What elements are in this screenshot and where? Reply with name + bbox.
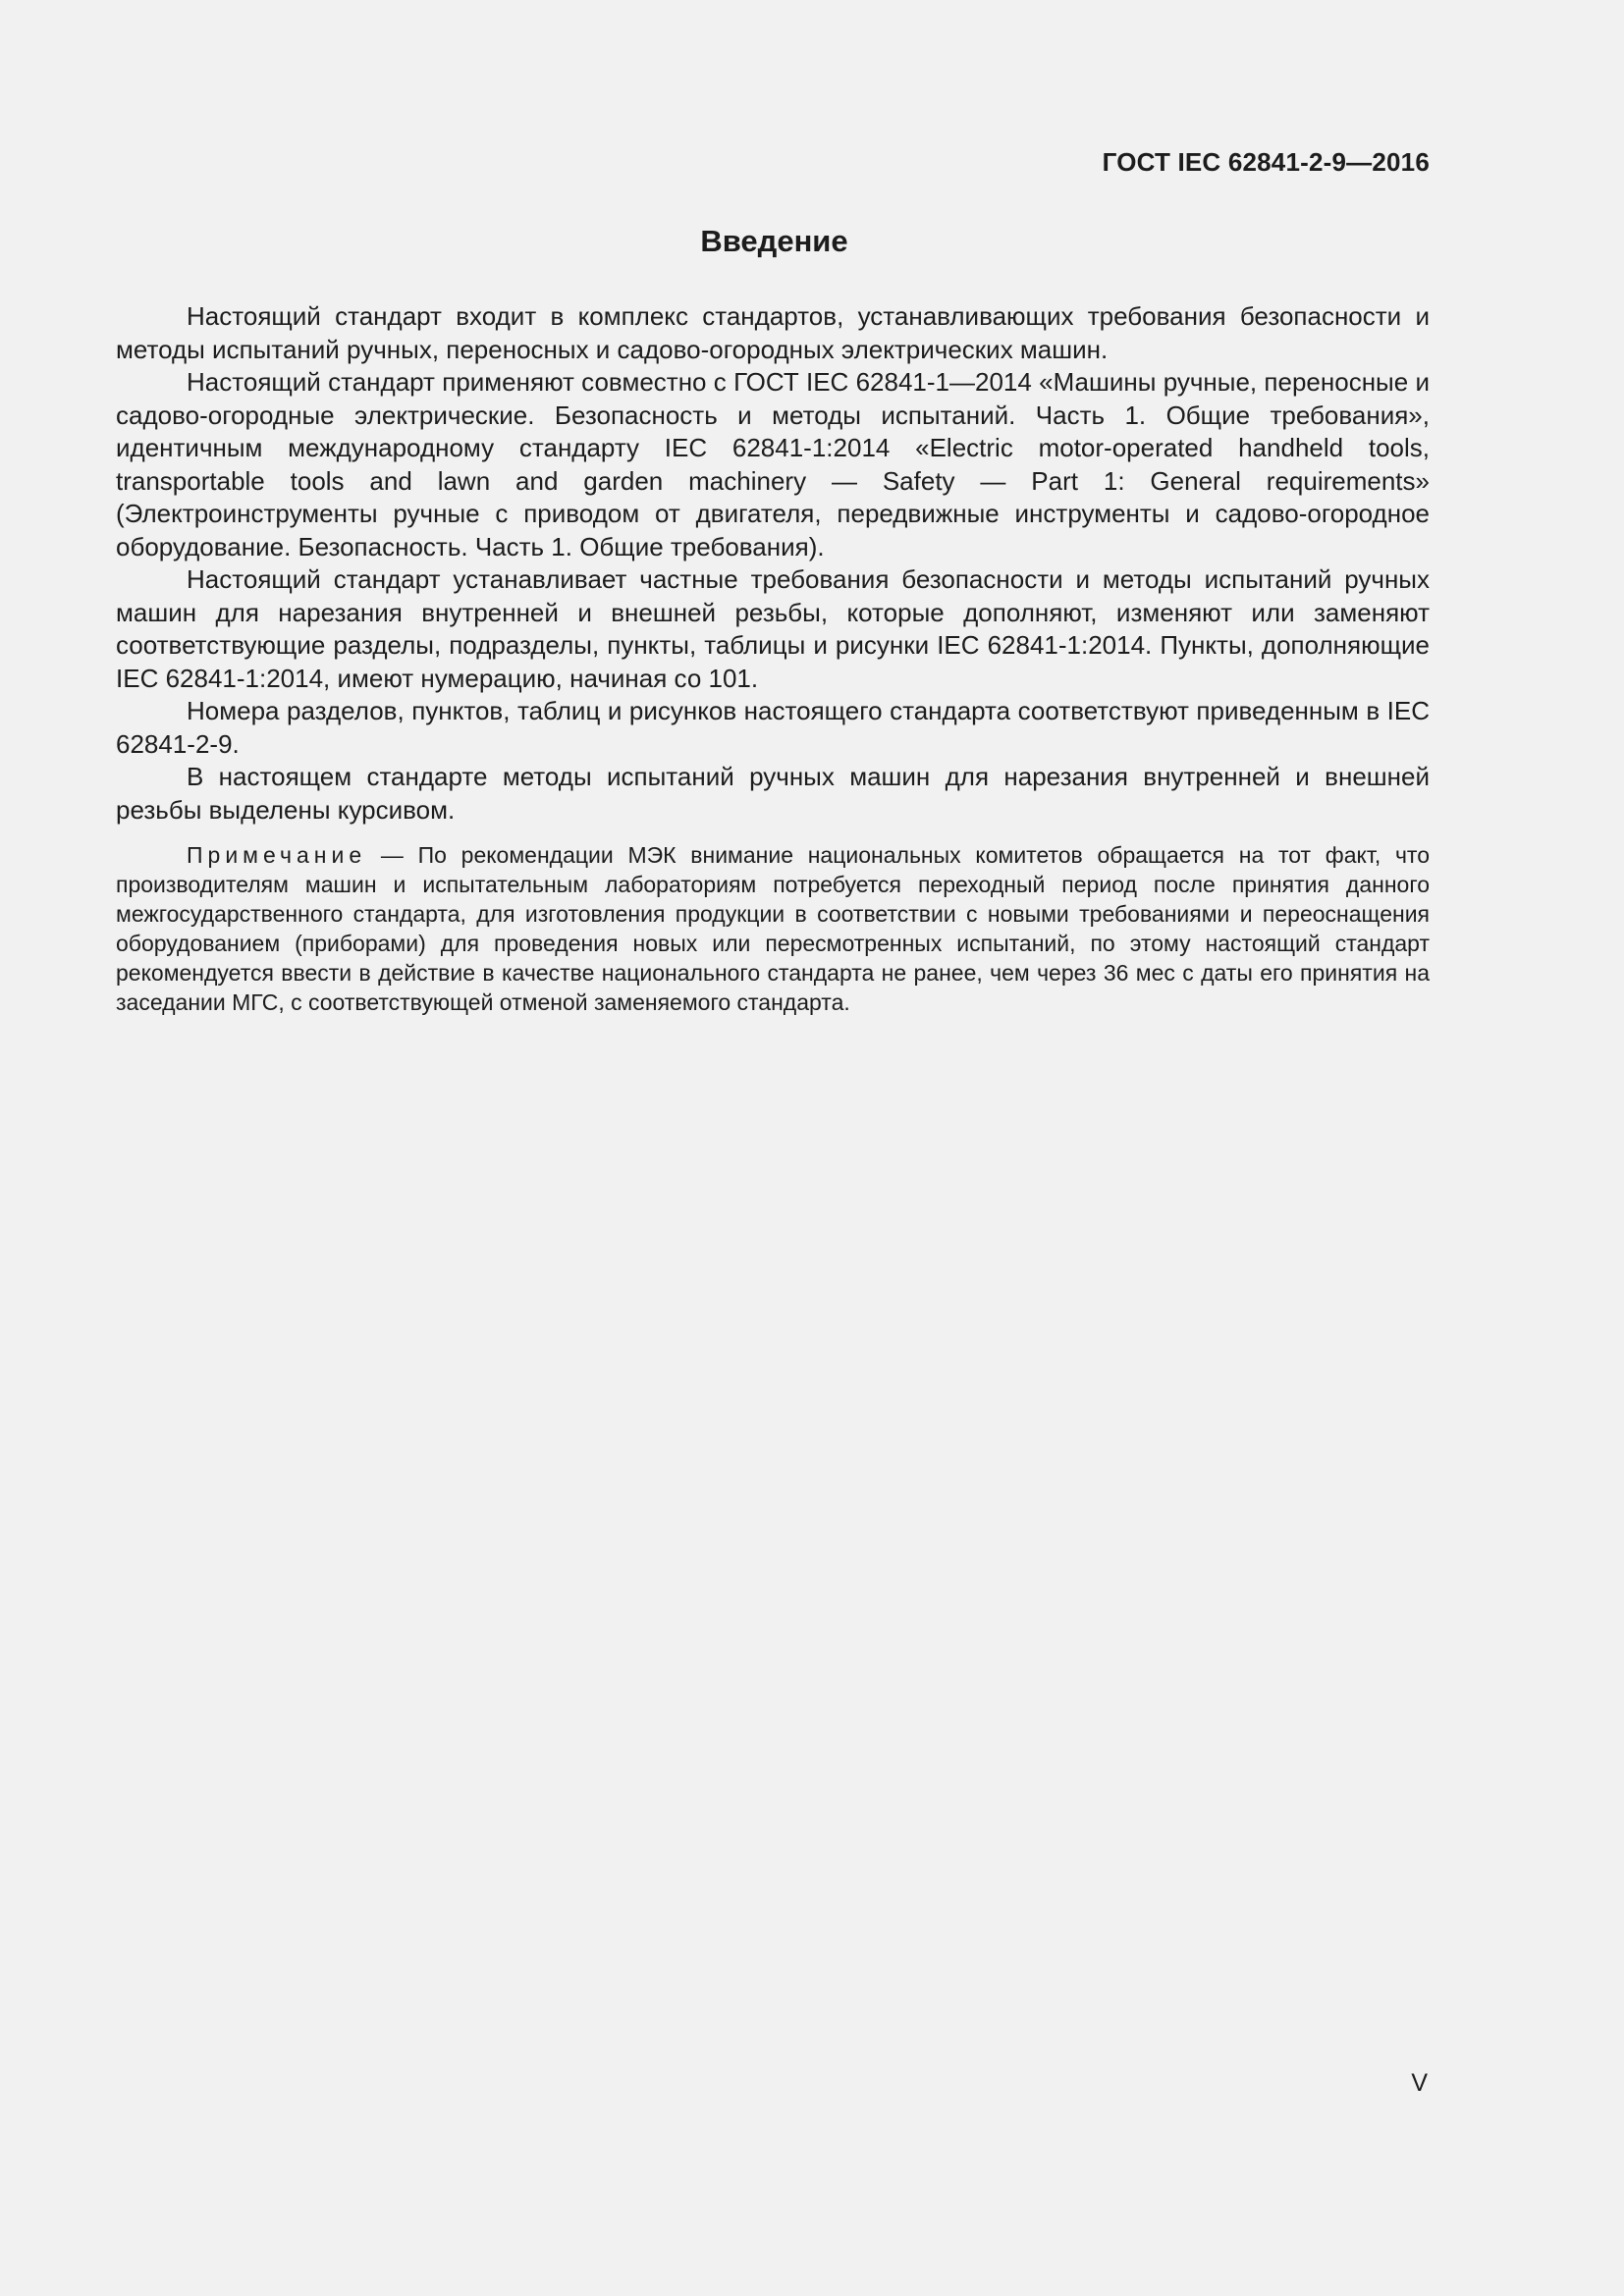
note <box>116 840 1430 1017</box>
section-body <box>116 300 1430 1017</box>
paragraph-4: Номера разделов, пунктов, таблиц и рисунков настоящего стандарта соответствуют приведенным в IEC 62841-2-9. <box>116 696 1430 759</box>
note-text: — По рекомендации МЭК внимание национальных комитетов обращается на тот факт, что производителям машин и испытательным лабораториям потребуется переходный период после принятия данного межгосударственного стандарта, для изготовления продукции в соответствии с новыми требованиями и переоснащения оборудованием (приборами) для проведения новых или пересмотренных испытаний, по этому настоящий стандарт рекомендуется ввести в действие в качестве национального стандарта не ранее, чем через 36 мес с даты его принятия на заседании МГС, с соответствующей отменой заменяемого стандарта. <box>116 842 1430 1015</box>
document-header: ГОСТ IEC 62841-2-9—2016 <box>1102 147 1430 177</box>
paragraph-3: Настоящий стандарт устанавливает частные требования безопасности и методы испытаний ручных машин для нарезания внутренней и внешней резьбы, которые дополняют, изменяют или заменяют соответствующие разделы, подразделы, пункты, таблицы и рисунки IEC 62841-1:2014. Пункты, дополняющие IEC 62841-1:2014, имеют нумерацию, начиная со 101. <box>116 564 1430 693</box>
section-title: Введение <box>700 224 848 258</box>
paragraph-2: Настоящий стандарт применяют совместно с ГОСТ IEC 62841-1—2014 «Машины ручные, переносные и садово-огородные электрические. Безопасность и методы испытаний. Часть 1. Общие требования», идентичным международному стандарту IEC 62841-1:2014 «Electric motor-operated handheld tools, transportable tools and lawn and garden machinery — Safety — Part 1: General requirements» (Электроинструменты ручные с приводом от двигателя, передвижные инструменты и садово-огородное оборудование. Безопасность. Часть 1. Общие требования). <box>116 367 1430 561</box>
paragraph-1: Настоящий стандарт входит в комплекс стандартов, устанавливающих требования безопасности и методы испытаний ручных, переносных и садово-огородных электрических машин. <box>116 301 1430 364</box>
page-number: V <box>1411 2069 1428 2097</box>
note-label: Примечание <box>187 842 367 868</box>
paragraph-5: В настоящем стандарте методы испытаний ручных машин для нарезания внутренней и внешней резьбы выделены курсивом. <box>116 762 1430 825</box>
